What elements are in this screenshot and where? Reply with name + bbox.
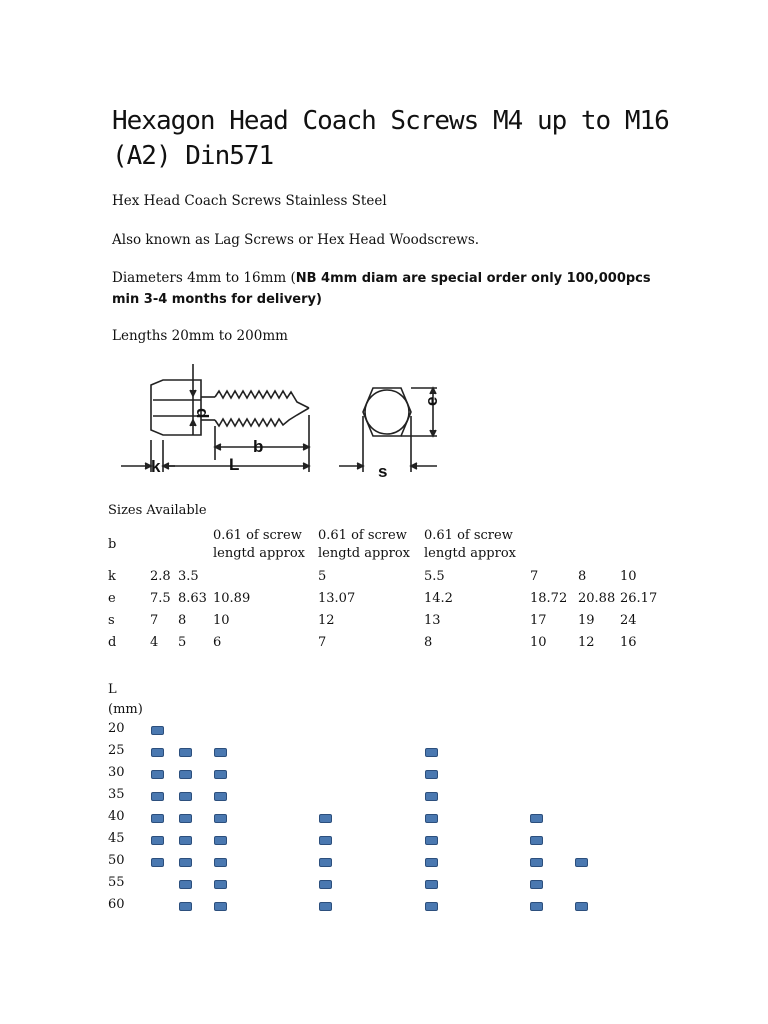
spec-cell: 18.72 xyxy=(530,591,568,606)
spec-cell xyxy=(211,566,316,588)
spec-cell: 2.8 xyxy=(150,569,171,584)
availability-marker xyxy=(530,902,543,911)
availability-marker xyxy=(425,748,438,757)
length-label: 35 xyxy=(108,787,125,802)
spec-row-k xyxy=(106,566,666,588)
length-row xyxy=(108,830,708,852)
availability-marker xyxy=(425,792,438,801)
availability-marker xyxy=(151,792,164,801)
spec-cell xyxy=(528,524,576,566)
length-label: 25 xyxy=(108,743,125,758)
spec-table xyxy=(106,524,666,654)
availability-marker xyxy=(214,748,227,757)
length-label: 55 xyxy=(108,875,125,890)
label-s: s xyxy=(378,462,388,480)
availability-marker xyxy=(425,858,438,867)
length-row xyxy=(108,874,708,896)
spec-cell: 10.89 xyxy=(213,591,251,606)
spec-cell: 7 xyxy=(530,569,539,584)
availability-marker xyxy=(179,902,192,911)
diameters-note: NB 4mm diam are special order only 100,000pcs min 3-4 months for delivery) xyxy=(112,271,651,307)
spec-cell: 12 xyxy=(578,635,595,650)
length-row xyxy=(108,852,708,874)
availability-marker xyxy=(214,836,227,845)
length-row xyxy=(108,742,708,764)
availability-marker xyxy=(151,858,164,867)
spec-cell xyxy=(576,524,618,566)
spec-cell: 8.63 xyxy=(178,591,207,606)
sizes-available-label: Sizes Available xyxy=(108,503,207,518)
spec-row-label: k xyxy=(108,569,116,584)
page-title: Hexagon Head Coach Screws M4 up to M16 (A2) Din571 xyxy=(112,106,669,171)
length-row xyxy=(108,808,708,830)
spec-cell: 5.5 xyxy=(424,569,445,584)
spec-cell: 13.07 xyxy=(318,591,356,606)
screw-diagram xyxy=(115,360,455,480)
spec-cell xyxy=(176,524,211,566)
availability-marker xyxy=(179,792,192,801)
spec-cell: 8 xyxy=(178,613,187,628)
availability-marker xyxy=(530,836,543,845)
spec-cell: 20.88 xyxy=(578,591,616,606)
availability-marker xyxy=(179,814,192,823)
spec-row-b xyxy=(106,524,666,566)
spec-cell: 14.2 xyxy=(424,591,453,606)
availability-grid xyxy=(108,720,708,918)
diameters-text xyxy=(112,268,682,310)
spec-cell: 12 xyxy=(318,613,335,628)
spec-cell: 7 xyxy=(318,635,327,650)
length-label: 60 xyxy=(108,897,125,912)
availability-marker xyxy=(425,814,438,823)
length-row xyxy=(108,786,708,808)
label-k: k xyxy=(151,457,161,476)
spec-cell: 7 xyxy=(150,613,159,628)
length-header xyxy=(108,680,143,720)
length-label: 30 xyxy=(108,765,125,780)
lengths-text: Lengths 20mm to 200mm xyxy=(112,328,288,344)
spec-cell xyxy=(148,524,176,566)
spec-cell: 26.17 xyxy=(620,591,658,606)
spec-cell: 0.61 of screw lengtd approx xyxy=(213,528,305,561)
availability-marker xyxy=(214,880,227,889)
availability-marker xyxy=(179,836,192,845)
spec-cell: 3.5 xyxy=(178,569,199,584)
length-row xyxy=(108,896,708,918)
availability-marker xyxy=(319,836,332,845)
availability-marker xyxy=(319,858,332,867)
spec-cell: 10 xyxy=(530,635,547,650)
availability-marker xyxy=(425,880,438,889)
label-d: d xyxy=(193,408,212,419)
spec-row-label: d xyxy=(108,635,117,650)
spec-cell: 6 xyxy=(213,635,222,650)
availability-marker xyxy=(319,902,332,911)
length-header-label: L xyxy=(108,682,117,697)
spec-row-d xyxy=(106,632,666,654)
spec-row-label: s xyxy=(108,613,115,628)
spec-cell: 0.61 of screw lengtd approx xyxy=(424,528,516,561)
length-label: 45 xyxy=(108,831,125,846)
spec-row-label: e xyxy=(108,591,116,606)
availability-marker xyxy=(214,770,227,779)
availability-marker xyxy=(530,880,543,889)
spec-cell: 5 xyxy=(178,635,187,650)
spec-row-label: b xyxy=(108,537,117,552)
availability-marker xyxy=(214,814,227,823)
availability-marker xyxy=(425,902,438,911)
spec-cell: 8 xyxy=(578,569,587,584)
spec-cell: 4 xyxy=(150,635,159,650)
availability-marker xyxy=(575,858,588,867)
length-label: 20 xyxy=(108,721,125,736)
availability-marker xyxy=(151,748,164,757)
spec-cell: 13 xyxy=(424,613,441,628)
spec-cell: 17 xyxy=(530,613,547,628)
availability-marker xyxy=(530,858,543,867)
length-label: 40 xyxy=(108,809,125,824)
availability-marker xyxy=(179,770,192,779)
availability-marker xyxy=(179,880,192,889)
availability-marker xyxy=(151,726,164,735)
availability-marker xyxy=(151,836,164,845)
length-row xyxy=(108,764,708,786)
spec-cell: 10 xyxy=(620,569,637,584)
spec-cell: 19 xyxy=(578,613,595,628)
availability-marker xyxy=(319,880,332,889)
availability-marker xyxy=(151,770,164,779)
availability-marker xyxy=(179,748,192,757)
spec-row-s xyxy=(106,610,666,632)
availability-marker xyxy=(214,792,227,801)
label-b: b xyxy=(253,437,264,456)
spec-cell xyxy=(618,524,666,566)
availability-marker xyxy=(575,902,588,911)
length-header-unit: (mm) xyxy=(108,702,143,717)
length-label: 50 xyxy=(108,853,125,868)
subtitle: Hex Head Coach Screws Stainless Steel xyxy=(112,193,387,209)
label-e: e xyxy=(422,396,441,406)
spec-cell: 7.5 xyxy=(150,591,171,606)
screw-thread xyxy=(215,391,309,408)
availability-marker xyxy=(319,814,332,823)
spec-cell: 8 xyxy=(424,635,433,650)
aka-text: Also known as Lag Screws or Hex Head Woodscrews. xyxy=(112,232,480,248)
spec-row-e xyxy=(106,588,666,610)
availability-marker xyxy=(425,836,438,845)
spec-cell: 0.61 of screw lengtd approx xyxy=(318,528,410,561)
availability-marker xyxy=(179,858,192,867)
spec-cell: 10 xyxy=(213,613,230,628)
availability-marker xyxy=(151,814,164,823)
spec-cell: 16 xyxy=(620,635,637,650)
availability-marker xyxy=(425,770,438,779)
screw-head-top xyxy=(363,388,411,436)
spec-cell: 5 xyxy=(318,569,327,584)
length-row xyxy=(108,720,708,742)
label-L: L xyxy=(229,455,240,474)
spec-cell: 24 xyxy=(620,613,637,628)
availability-marker xyxy=(214,902,227,911)
diameters-prefix: Diameters 4mm to 16mm ( xyxy=(112,270,296,286)
availability-marker xyxy=(214,858,227,867)
availability-marker xyxy=(530,814,543,823)
